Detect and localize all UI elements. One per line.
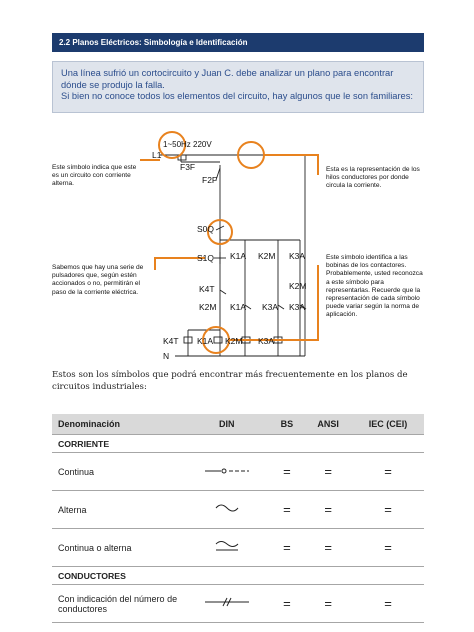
table-row [52,491,424,529]
dc-current-icon [184,453,269,491]
table-header-row [52,414,424,435]
label-f3f: F3F [180,162,196,172]
row-name: Con indicación del número de conductores [52,585,184,623]
ansi-value: = [304,453,352,491]
table-row [52,529,424,567]
ac-wave-icon [184,491,269,529]
ansi-value: = [304,529,352,567]
label-k1a-top: K1A [230,251,247,261]
section-row [52,567,424,585]
bs-value: = [269,585,304,623]
row-name: Continua o alterna [52,529,184,567]
label-k2m-top: K2M [258,251,276,261]
col-bs: BS [269,414,304,435]
section-title-corriente: CORRIENTE [52,435,424,453]
bs-value: = [269,491,304,529]
leader-right1 [264,155,318,175]
coil-k1a [214,337,222,343]
label-k3a-top: K3A [289,251,306,261]
label-f2f: F2F [202,175,218,185]
symbol-table [52,414,424,623]
label-k1a-coil: K1A [197,336,214,346]
iec-value: = [352,585,424,623]
ansi-value: = [304,491,352,529]
section-title-conductores: CONDUCTORES [52,567,424,585]
table-row [52,453,424,491]
iec-value: = [352,529,424,567]
callout-line-1: Una línea sufrió un cortocircuito y Juan C. debe analizar un plano para encontrar dónde se produjo la falla. [61,68,394,90]
section-row [52,435,424,453]
label-k4t-coil: K4T [163,336,179,346]
label-n: N [163,351,170,361]
label-l1: L1 [152,150,162,160]
section-title: 2.2 Planos Eléctricos: Simbología e Identificación [59,38,248,47]
table-row [52,585,424,623]
note-coils: Este símbolo identifica a las bobinas de los contactores. Probablemente, usted reconozca a este símbolo para representarlas. Recuerde que la representación de cada símbolo puede variar según la norma de aplicación. [326,254,423,319]
ansi-value: = [304,585,352,623]
label-k3a-mid-a: K3A [262,302,279,312]
bs-value: = [269,453,304,491]
col-denominacion: Denominación [52,414,184,435]
bs-value: = [269,529,304,567]
conductor-count-icon [184,585,269,623]
row-name: Continua [52,453,184,491]
label-k4t: K4T [199,284,215,294]
label-k3a-mid: K3A [289,302,306,312]
note-conductors: Esta es la representación de los hilos conductores por donde circula la corriente. [326,166,420,190]
note-ac-symbol: Este símbolo indica que este es un circuito con corriente alterna. [52,164,137,188]
col-din: DIN [184,414,269,435]
label-s1q: S1Q [197,253,215,263]
label-k3a-coil: K3A [258,336,275,346]
iec-value: = [352,453,424,491]
iec-value: = [352,491,424,529]
col-ansi: ANSI [304,414,352,435]
label-s0q: S0Q [197,224,215,234]
col-iec: IEC (CEI) [352,414,424,435]
callout-line-2: Si bien no conoce todos los elementos del circuito, hay algunos que le son familiares: [61,91,413,101]
intro-text: Estos son los símbolos que podrá encontrar más frecuentemente en los planos de circuitos industriales: [52,370,408,392]
supply-label: 1~50Hz 220V [163,140,212,149]
ac-dc-icon [184,529,269,567]
label-k2m-right: K2M [289,281,307,291]
label-k2m-mid: K2M [199,302,217,312]
row-name: Alterna [52,491,184,529]
label-k1a-mid: K1A [230,302,247,312]
label-k2m-coil: K2M [225,336,243,346]
note-pushbuttons: Sabemos que hay una serie de pulsadores que, según estén accionados o no, permitirán el paso de la corriente eléctrica. [52,264,144,296]
